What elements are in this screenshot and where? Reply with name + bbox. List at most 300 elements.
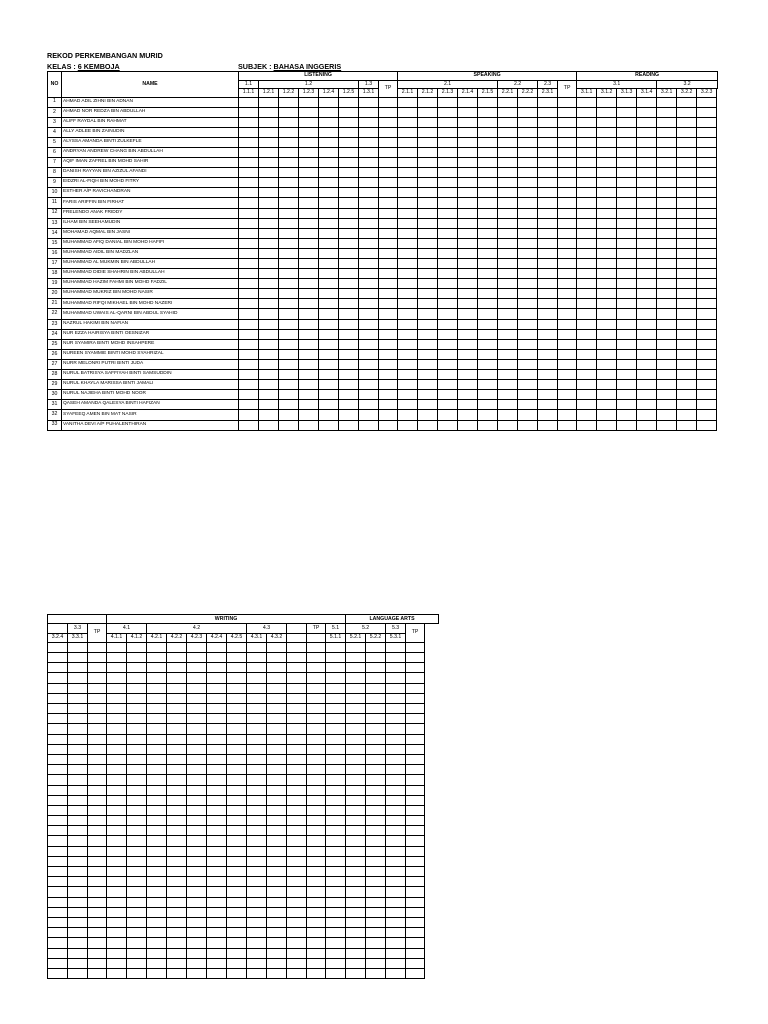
score-cell[interactable] [299,238,319,248]
score-cell[interactable] [319,117,339,127]
score-cell[interactable] [247,877,267,887]
score-cell[interactable] [386,704,406,714]
score-cell[interactable] [518,248,538,258]
score-cell[interactable] [127,714,147,724]
score-cell[interactable] [418,309,438,319]
score-cell[interactable] [68,928,88,938]
score-cell[interactable] [597,248,617,258]
score-cell[interactable] [406,846,425,856]
score-cell[interactable] [498,147,518,157]
score-cell[interactable] [299,228,319,238]
score-cell[interactable] [379,289,398,299]
score-cell[interactable] [677,380,697,390]
score-cell[interactable] [597,339,617,349]
score-cell[interactable] [359,410,379,420]
score-cell[interactable] [359,228,379,238]
score-cell[interactable] [127,917,147,927]
score-cell[interactable] [279,349,299,359]
score-cell[interactable] [617,248,637,258]
score-cell[interactable] [167,826,187,836]
score-cell[interactable] [279,238,299,248]
score-cell[interactable] [458,359,478,369]
score-cell[interactable] [478,299,498,309]
score-cell[interactable] [48,683,68,693]
score-cell[interactable] [167,704,187,714]
score-cell[interactable] [326,754,346,764]
score-cell[interactable] [107,785,127,795]
score-cell[interactable] [88,917,107,927]
score-cell[interactable] [339,299,359,309]
score-cell[interactable] [379,107,398,117]
score-cell[interactable] [438,329,458,339]
score-cell[interactable] [558,370,577,380]
score-cell[interactable] [107,653,127,663]
score-cell[interactable] [227,826,247,836]
score-cell[interactable] [657,410,677,420]
score-cell[interactable] [438,339,458,349]
score-cell[interactable] [319,158,339,168]
score-cell[interactable] [418,158,438,168]
score-cell[interactable] [287,958,307,968]
score-cell[interactable] [617,380,637,390]
score-cell[interactable] [518,218,538,228]
score-cell[interactable] [167,928,187,938]
score-cell[interactable] [279,339,299,349]
score-cell[interactable] [458,339,478,349]
score-cell[interactable] [307,816,326,826]
score-cell[interactable] [359,248,379,258]
score-cell[interactable] [167,785,187,795]
score-cell[interactable] [299,410,319,420]
score-cell[interactable] [107,948,127,958]
score-cell[interactable] [207,948,227,958]
score-cell[interactable] [259,339,279,349]
score-cell[interactable] [617,117,637,127]
score-cell[interactable] [518,158,538,168]
score-cell[interactable] [346,887,366,897]
score-cell[interactable] [637,127,657,137]
score-cell[interactable] [398,137,418,147]
score-cell[interactable] [418,218,438,228]
score-cell[interactable] [307,928,326,938]
score-cell[interactable] [346,907,366,917]
score-cell[interactable] [478,319,498,329]
score-cell[interactable] [287,968,307,978]
score-cell[interactable] [107,867,127,877]
score-cell[interactable] [259,188,279,198]
score-cell[interactable] [227,907,247,917]
score-cell[interactable] [239,289,259,299]
score-cell[interactable] [478,380,498,390]
score-cell[interactable] [458,299,478,309]
score-cell[interactable] [299,158,319,168]
score-cell[interactable] [657,319,677,329]
score-cell[interactable] [299,370,319,380]
score-cell[interactable] [68,907,88,917]
score-cell[interactable] [657,168,677,178]
score-cell[interactable] [657,238,677,248]
score-cell[interactable] [366,775,386,785]
score-cell[interactable] [267,816,287,826]
score-cell[interactable] [68,683,88,693]
score-cell[interactable] [438,400,458,410]
score-cell[interactable] [637,137,657,147]
score-cell[interactable] [379,208,398,218]
score-cell[interactable] [498,218,518,228]
score-cell[interactable] [617,359,637,369]
score-cell[interactable] [227,928,247,938]
score-cell[interactable] [247,734,267,744]
score-cell[interactable] [227,805,247,815]
score-cell[interactable] [187,958,207,968]
score-cell[interactable] [398,117,418,127]
score-cell[interactable] [577,127,597,137]
score-cell[interactable] [677,279,697,289]
score-cell[interactable] [107,775,127,785]
score-cell[interactable] [478,137,498,147]
score-cell[interactable] [88,785,107,795]
score-cell[interactable] [657,127,677,137]
score-cell[interactable] [127,846,147,856]
score-cell[interactable] [259,349,279,359]
score-cell[interactable] [267,887,287,897]
score-cell[interactable] [68,917,88,927]
score-cell[interactable] [319,309,339,319]
score-cell[interactable] [207,846,227,856]
score-cell[interactable] [518,147,538,157]
score-cell[interactable] [287,856,307,866]
score-cell[interactable] [366,714,386,724]
score-cell[interactable] [558,269,577,279]
score-cell[interactable] [227,785,247,795]
score-cell[interactable] [68,673,88,683]
score-cell[interactable] [538,168,558,178]
score-cell[interactable] [637,420,657,430]
score-cell[interactable] [107,897,127,907]
score-cell[interactable] [498,370,518,380]
score-cell[interactable] [147,693,167,703]
score-cell[interactable] [239,97,259,107]
score-cell[interactable] [88,642,107,652]
score-cell[interactable] [68,642,88,652]
score-cell[interactable] [68,785,88,795]
score-cell[interactable] [418,339,438,349]
score-cell[interactable] [518,127,538,137]
score-cell[interactable] [657,269,677,279]
score-cell[interactable] [438,168,458,178]
score-cell[interactable] [147,877,167,887]
score-cell[interactable] [386,805,406,815]
score-cell[interactable] [48,917,68,927]
score-cell[interactable] [326,714,346,724]
score-cell[interactable] [518,309,538,319]
score-cell[interactable] [167,907,187,917]
score-cell[interactable] [247,653,267,663]
score-cell[interactable] [319,299,339,309]
score-cell[interactable] [406,816,425,826]
score-cell[interactable] [346,805,366,815]
score-cell[interactable] [207,928,227,938]
score-cell[interactable] [558,168,577,178]
score-cell[interactable] [107,795,127,805]
score-cell[interactable] [287,917,307,927]
score-cell[interactable] [259,97,279,107]
score-cell[interactable] [107,704,127,714]
score-cell[interactable] [518,329,538,339]
score-cell[interactable] [498,178,518,188]
score-cell[interactable] [207,683,227,693]
score-cell[interactable] [346,846,366,856]
score-cell[interactable] [359,289,379,299]
score-cell[interactable] [267,765,287,775]
score-cell[interactable] [438,97,458,107]
score-cell[interactable] [48,785,68,795]
score-cell[interactable] [406,642,425,652]
score-cell[interactable] [147,887,167,897]
score-cell[interactable] [577,400,597,410]
score-cell[interactable] [458,349,478,359]
score-cell[interactable] [259,218,279,228]
score-cell[interactable] [697,147,717,157]
score-cell[interactable] [478,279,498,289]
score-cell[interactable] [259,198,279,208]
score-cell[interactable] [339,289,359,299]
score-cell[interactable] [247,673,267,683]
score-cell[interactable] [239,400,259,410]
score-cell[interactable] [326,785,346,795]
score-cell[interactable] [558,178,577,188]
score-cell[interactable] [239,410,259,420]
score-cell[interactable] [279,420,299,430]
score-cell[interactable] [677,269,697,279]
score-cell[interactable] [597,329,617,339]
score-cell[interactable] [239,349,259,359]
score-cell[interactable] [617,198,637,208]
score-cell[interactable] [438,107,458,117]
score-cell[interactable] [617,188,637,198]
score-cell[interactable] [48,673,68,683]
score-cell[interactable] [247,907,267,917]
score-cell[interactable] [406,775,425,785]
score-cell[interactable] [319,228,339,238]
score-cell[interactable] [637,188,657,198]
score-cell[interactable] [518,137,538,147]
score-cell[interactable] [406,734,425,744]
score-cell[interactable] [697,198,717,208]
score-cell[interactable] [657,248,677,258]
score-cell[interactable] [697,228,717,238]
score-cell[interactable] [259,248,279,258]
score-cell[interactable] [247,754,267,764]
score-cell[interactable] [359,339,379,349]
score-cell[interactable] [657,158,677,168]
score-cell[interactable] [558,380,577,390]
score-cell[interactable] [339,400,359,410]
score-cell[interactable] [597,127,617,137]
score-cell[interactable] [406,836,425,846]
score-cell[interactable] [478,168,498,178]
score-cell[interactable] [597,420,617,430]
score-cell[interactable] [207,775,227,785]
score-cell[interactable] [319,269,339,279]
score-cell[interactable] [386,724,406,734]
score-cell[interactable] [398,228,418,238]
score-cell[interactable] [379,269,398,279]
score-cell[interactable] [359,117,379,127]
score-cell[interactable] [398,390,418,400]
score-cell[interactable] [167,816,187,826]
score-cell[interactable] [147,663,167,673]
score-cell[interactable] [88,744,107,754]
score-cell[interactable] [697,178,717,188]
score-cell[interactable] [386,846,406,856]
score-cell[interactable] [239,158,259,168]
score-cell[interactable] [677,289,697,299]
score-cell[interactable] [438,228,458,238]
score-cell[interactable] [518,188,538,198]
score-cell[interactable] [68,714,88,724]
score-cell[interactable] [677,117,697,127]
score-cell[interactable] [498,319,518,329]
score-cell[interactable] [127,948,147,958]
score-cell[interactable] [478,127,498,137]
score-cell[interactable] [299,299,319,309]
score-cell[interactable] [227,887,247,897]
score-cell[interactable] [438,178,458,188]
score-cell[interactable] [68,897,88,907]
score-cell[interactable] [697,289,717,299]
score-cell[interactable] [227,714,247,724]
score-cell[interactable] [207,938,227,948]
score-cell[interactable] [307,836,326,846]
score-cell[interactable] [319,329,339,339]
score-cell[interactable] [518,97,538,107]
score-cell[interactable] [239,147,259,157]
score-cell[interactable] [379,299,398,309]
score-cell[interactable] [127,867,147,877]
score-cell[interactable] [107,734,127,744]
score-cell[interactable] [458,420,478,430]
score-cell[interactable] [259,380,279,390]
score-cell[interactable] [207,836,227,846]
score-cell[interactable] [259,269,279,279]
score-cell[interactable] [538,178,558,188]
score-cell[interactable] [68,856,88,866]
score-cell[interactable] [319,279,339,289]
score-cell[interactable] [478,238,498,248]
score-cell[interactable] [458,188,478,198]
score-cell[interactable] [239,188,259,198]
score-cell[interactable] [267,826,287,836]
score-cell[interactable] [697,329,717,339]
score-cell[interactable] [677,137,697,147]
score-cell[interactable] [697,319,717,329]
score-cell[interactable] [406,856,425,866]
score-cell[interactable] [247,856,267,866]
score-cell[interactable] [538,269,558,279]
score-cell[interactable] [379,198,398,208]
score-cell[interactable] [677,107,697,117]
score-cell[interactable] [259,137,279,147]
score-cell[interactable] [307,948,326,958]
score-cell[interactable] [68,795,88,805]
score-cell[interactable] [287,877,307,887]
score-cell[interactable] [88,754,107,764]
score-cell[interactable] [577,117,597,127]
score-cell[interactable] [478,248,498,258]
score-cell[interactable] [418,349,438,359]
score-cell[interactable] [637,269,657,279]
score-cell[interactable] [346,877,366,887]
score-cell[interactable] [227,917,247,927]
score-cell[interactable] [147,968,167,978]
score-cell[interactable] [418,208,438,218]
score-cell[interactable] [346,836,366,846]
score-cell[interactable] [147,744,167,754]
score-cell[interactable] [339,158,359,168]
score-cell[interactable] [458,198,478,208]
score-cell[interactable] [207,704,227,714]
score-cell[interactable] [147,846,167,856]
score-cell[interactable] [657,339,677,349]
score-cell[interactable] [167,856,187,866]
score-cell[interactable] [307,877,326,887]
score-cell[interactable] [307,775,326,785]
score-cell[interactable] [147,653,167,663]
score-cell[interactable] [617,329,637,339]
score-cell[interactable] [406,928,425,938]
score-cell[interactable] [167,805,187,815]
score-cell[interactable] [478,420,498,430]
score-cell[interactable] [398,147,418,157]
score-cell[interactable] [498,117,518,127]
score-cell[interactable] [187,836,207,846]
score-cell[interactable] [398,107,418,117]
score-cell[interactable] [558,410,577,420]
score-cell[interactable] [657,299,677,309]
score-cell[interactable] [438,158,458,168]
score-cell[interactable] [366,724,386,734]
score-cell[interactable] [227,958,247,968]
score-cell[interactable] [319,319,339,329]
score-cell[interactable] [386,754,406,764]
score-cell[interactable] [279,158,299,168]
score-cell[interactable] [617,289,637,299]
score-cell[interactable] [637,238,657,248]
score-cell[interactable] [207,958,227,968]
score-cell[interactable] [478,269,498,279]
score-cell[interactable] [478,370,498,380]
score-cell[interactable] [167,867,187,877]
score-cell[interactable] [398,309,418,319]
score-cell[interactable] [88,968,107,978]
score-cell[interactable] [68,938,88,948]
score-cell[interactable] [406,704,425,714]
score-cell[interactable] [697,380,717,390]
score-cell[interactable] [147,775,167,785]
score-cell[interactable] [207,765,227,775]
score-cell[interactable] [386,836,406,846]
score-cell[interactable] [279,147,299,157]
score-cell[interactable] [299,359,319,369]
score-cell[interactable] [68,846,88,856]
score-cell[interactable] [617,208,637,218]
score-cell[interactable] [518,269,538,279]
score-cell[interactable] [48,877,68,887]
score-cell[interactable] [187,928,207,938]
score-cell[interactable] [379,97,398,107]
score-cell[interactable] [279,370,299,380]
